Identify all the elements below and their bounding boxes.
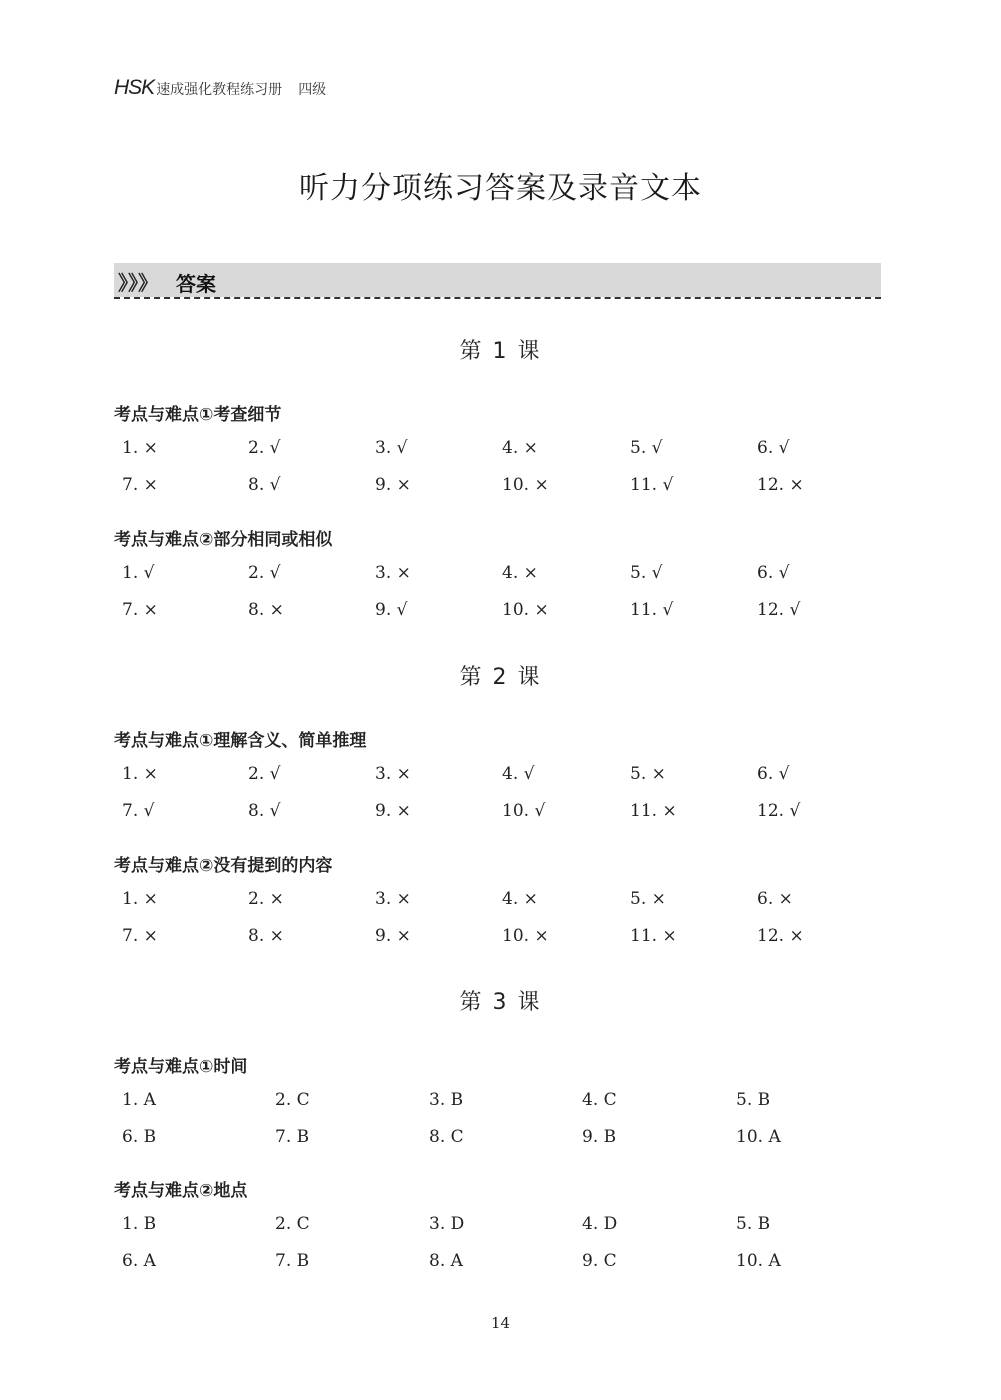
answer-item: 10. ×	[502, 926, 549, 946]
answer-item: 8. A	[429, 1251, 463, 1271]
answer-item: 7. B	[275, 1127, 310, 1147]
answer-item: 5. B	[736, 1214, 771, 1234]
answer-item: 11. ×	[630, 926, 677, 946]
answer-item: 8. C	[429, 1127, 464, 1147]
answer-item: 5. √	[630, 563, 663, 583]
answer-item: 5. B	[736, 1090, 771, 1110]
answer-item: 1. B	[122, 1214, 157, 1234]
answer-item: 2. C	[275, 1090, 310, 1110]
answer-item: 5. ×	[630, 889, 666, 909]
answer-item: 12. ×	[757, 475, 804, 495]
answer-item: 3. D	[429, 1214, 465, 1234]
answer-item: 6. √	[757, 563, 790, 583]
lesson-1-title: 第 1 课	[459, 339, 542, 364]
answer-item: 2. √	[248, 563, 281, 583]
answer-item: 11. √	[630, 475, 674, 495]
answer-item: 6. √	[757, 438, 790, 458]
answer-item: 5. ×	[630, 764, 666, 784]
answer-item: 3. ×	[375, 889, 411, 909]
answer-item: 9. B	[582, 1127, 617, 1147]
section-title: 考点与难点①理解含义、简单推理	[114, 731, 367, 751]
answer-item: 2. ×	[248, 889, 284, 909]
answer-item: 4. C	[582, 1090, 617, 1110]
page-title: 听力分项练习答案及录音文本	[299, 171, 702, 206]
answer-item: 7. √	[122, 801, 155, 821]
section-title: 考点与难点②没有提到的内容	[114, 856, 333, 876]
lesson-2-title: 第 2 课	[459, 665, 542, 690]
answer-item: 3. ×	[375, 563, 411, 583]
section-title: 考点与难点②地点	[114, 1181, 248, 1201]
section-title: 考点与难点①时间	[114, 1057, 248, 1077]
book-title: 速成强化教程练习册	[156, 82, 283, 98]
dashed-divider	[114, 297, 881, 299]
banner-label: 答案	[176, 272, 216, 296]
answer-item: 11. ×	[630, 801, 677, 821]
answer-item: 1. ×	[122, 438, 158, 458]
answer-item: 4. ×	[502, 889, 538, 909]
answers-banner	[114, 263, 881, 297]
answer-item: 4. ×	[502, 563, 538, 583]
answer-item: 5. √	[630, 438, 663, 458]
level-label: 四级	[298, 82, 327, 98]
section-title: 考点与难点①考查细节	[114, 405, 282, 425]
answer-item: 1. ×	[122, 764, 158, 784]
answer-item: 6. √	[757, 764, 790, 784]
answer-item: 10. ×	[502, 475, 549, 495]
answer-item: 10. √	[502, 801, 546, 821]
answer-item: 2. √	[248, 764, 281, 784]
answer-item: 8. ×	[248, 926, 284, 946]
answer-item: 4. ×	[502, 438, 538, 458]
answer-item: 8. √	[248, 801, 281, 821]
answer-item: 7. B	[275, 1251, 310, 1271]
answer-item: 6. A	[122, 1251, 156, 1271]
answer-item: 2. C	[275, 1214, 310, 1234]
answer-item: 7. ×	[122, 926, 158, 946]
page-number: 14	[490, 1314, 511, 1332]
answer-item: 11. √	[630, 600, 674, 620]
answer-item: 1. √	[122, 563, 155, 583]
answer-item: 3. B	[429, 1090, 464, 1110]
answer-item: 10. A	[736, 1251, 781, 1271]
answer-item: 12. √	[757, 600, 801, 620]
answer-item: 1. ×	[122, 889, 158, 909]
answer-item: 9. ×	[375, 475, 411, 495]
answer-item: 10. A	[736, 1127, 781, 1147]
answer-item: 9. C	[582, 1251, 617, 1271]
answer-item: 12. √	[757, 801, 801, 821]
answer-item: 3. ×	[375, 764, 411, 784]
answer-item: 8. ×	[248, 600, 284, 620]
answer-item: 9. ×	[375, 926, 411, 946]
answer-item: 6. B	[122, 1127, 157, 1147]
answer-item: 1. A	[122, 1090, 156, 1110]
answer-item: 9. √	[375, 600, 408, 620]
answer-item: 7. ×	[122, 600, 158, 620]
answer-item: 12. ×	[757, 926, 804, 946]
answer-item: 7. ×	[122, 475, 158, 495]
answer-item: 3. √	[375, 438, 408, 458]
answer-item: 4. D	[582, 1214, 618, 1234]
answer-item: 10. ×	[502, 600, 549, 620]
lesson-3-title: 第 3 课	[459, 990, 542, 1015]
answer-item: 2. √	[248, 438, 281, 458]
section-title: 考点与难点②部分相同或相似	[114, 530, 333, 550]
hsk-logo: HSK	[114, 76, 155, 99]
triple-chevron-icon: 》》》	[118, 271, 158, 295]
answer-item: 8. √	[248, 475, 281, 495]
answer-item: 4. √	[502, 764, 535, 784]
answer-item: 9. ×	[375, 801, 411, 821]
answer-item: 6. ×	[757, 889, 793, 909]
running-header	[114, 76, 326, 100]
